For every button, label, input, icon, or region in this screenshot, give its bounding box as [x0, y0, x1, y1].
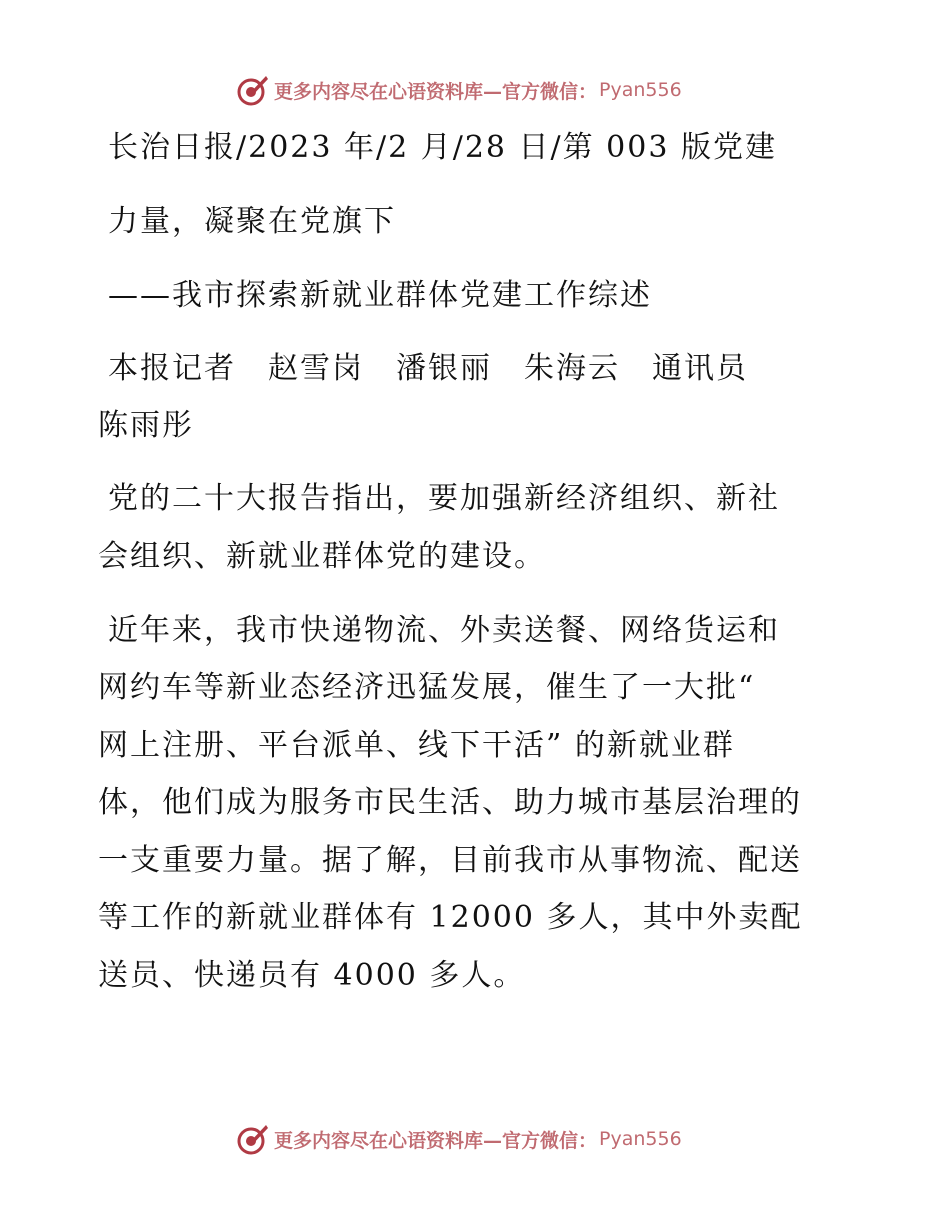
paragraph-line: 党的二十大报告指出，要加强新经济组织、新社: [108, 481, 780, 516]
quill-logo-icon: [236, 1122, 270, 1156]
paragraph-line: 网上注册、平台派单、线下干活” 的新就业群: [98, 728, 735, 763]
paragraph-line: 会组织、新就业群体党的建设。: [98, 539, 546, 574]
article-title: 力量，凝聚在党旗下: [108, 204, 396, 239]
banner-promo-text: 更多内容尽在心语资料库—: [274, 80, 503, 103]
paragraph-line: 送员、快递员有 4000 多人。: [98, 958, 526, 993]
paragraph-line: 等工作的新就业群体有 12000 多人，其中外卖配: [98, 900, 803, 935]
source-line: 长治日报/2023 年/2 月/28 日/第 003 版党建: [108, 130, 777, 165]
banner-wechat-label: 官方微信：: [502, 80, 598, 103]
paragraph-line: 近年来，我市快递物流、外卖送餐、网络货运和: [108, 613, 780, 648]
footer-banner: [236, 1121, 682, 1157]
header-banner: [236, 72, 682, 108]
paragraph-line: 体，他们成为服务市民生活、助力城市基层治理的: [98, 785, 802, 820]
byline-line: 陈雨彤: [98, 408, 194, 443]
banner-wechat-id: Pyan556: [599, 79, 682, 101]
banner-wechat-label: 官方微信：: [502, 1129, 598, 1152]
banner-promo-text: 更多内容尽在心语资料库—: [274, 1129, 503, 1152]
quill-logo-icon: [236, 73, 270, 107]
paragraph-line: 一支重要力量。据了解，目前我市从事物流、配送: [98, 843, 802, 878]
byline-line: 本报记者 赵雪岗 潘银丽 朱海云 通讯员: [108, 351, 748, 386]
paragraph-line: 网约车等新业态经济迅猛发展，催生了一大批“: [98, 670, 756, 705]
banner-wechat-id: Pyan556: [599, 1128, 682, 1150]
article-subtitle: ——我市探索新就业群体党建工作综述: [108, 278, 652, 313]
